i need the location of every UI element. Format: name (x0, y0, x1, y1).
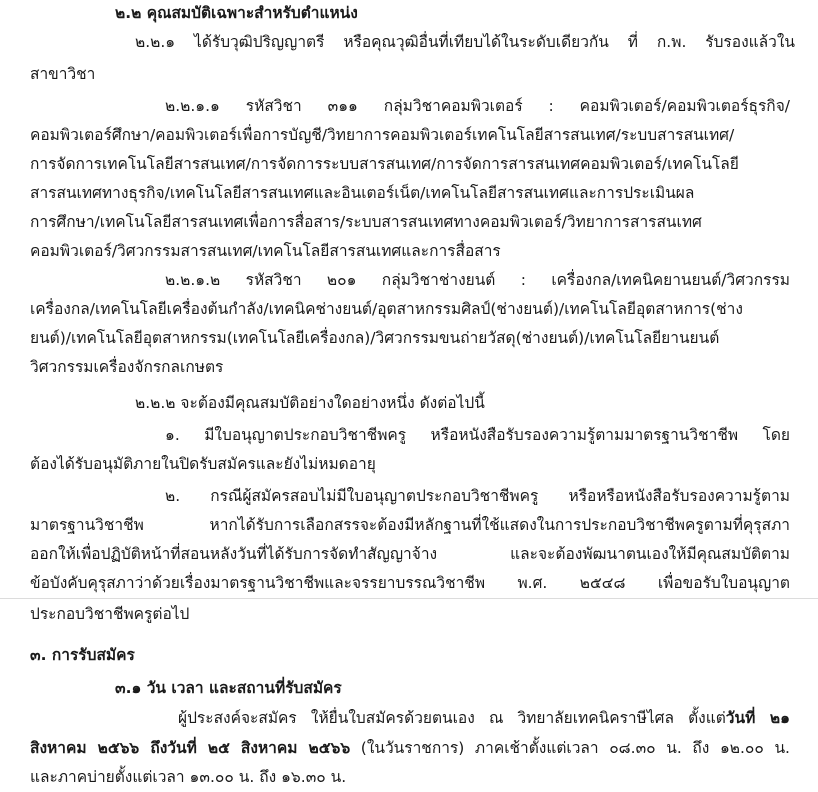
section-2-2-1-line-1: ๒.๒.๑ ได้รับวุฒิปริญญาตรี หรือคุณวุฒิอื่นที่เทียบได้ในระดับเดียวกัน ที่ ก.พ. รับรองแล้วใน (135, 33, 795, 51)
section-2-2-1-1-line-6: คอมพิวเตอร์/วิศวกรรมสารสนเทศ/เทคโนโลยีสารสนเทศและการสื่อสาร (30, 242, 501, 260)
section-2-2-2-line-1: ๒.๒.๒ จะต้องมีคุณสมบัติอย่างใดอย่างหนึ่ง ดังต่อไปนี้ (135, 394, 485, 412)
item-2-line-3: ออกให้เพื่อปฏิบัติหน้าที่สอนหลังวันที่ได้รับการจัดทำสัญญาจ้าง และจะต้องพัฒนาตนเองให้มีคุณสมบัติตาม (30, 545, 790, 563)
section-2-2-1-2-line-3: ยนต์)/เทคโนโลยีอุตสาหกรรม(เทคโนโลยีเครื่องกล)/วิศวกรรมขนถ่ายวัสดุ(ช่างยนต์)/เทคโนโลยียานยนต์ (30, 329, 720, 347)
section-3-1-line-2 (30, 733, 790, 763)
section-2-2-1-line-2: สาขาวิชา (30, 65, 96, 83)
item-2-line-1: ๒. กรณีผู้สมัครสอบไม่มีใบอนุญาตประกอบวิชาชีพครู หรือหรือหนังสือรับรองความรู้ตาม (165, 487, 790, 505)
item-2-line-2: มาตรฐานวิชาชีพ หากได้รับการเลือกสรรจะต้องมีหลักฐานที่ใช้แสดงในการประกอบวิชาชีพครูตามที่คุรุสภา (30, 516, 790, 534)
section-2-2-1-1-line-2: คอมพิวเตอร์ศึกษา/คอมพิวเตอร์เพื่อการบัญชี/วิทยาการคอมพิวเตอร์เทคโนโลยีสารสนเทศ/ระบบสารสนเทศ/ (30, 126, 735, 144)
item-2-line-4: ข้อบังคับคุรุสภาว่าด้วยเรื่องมาตรฐานวิชาชีพและจรรยาบรรณวิชาชีพ พ.ศ. ๒๕๔๘ เพื่อขอรับใบอนุญาต (30, 574, 790, 592)
section-2-2-1-1-line-1: ๒.๒.๑.๑ รหัสวิชา ๓๑๑ กลุ่มวิชาคอมพิวเตอร์ : คอมพิวเตอร์/คอมพิวเตอร์ธุรกิจ/ (165, 97, 790, 115)
section-2-2-1-2-line-1: ๒.๒.๑.๒ รหัสวิชา ๒๐๑ กลุ่มวิชาช่างยนต์ : เครื่องกล/เทคนิคยานยนต์/วิศวกรรม (165, 271, 790, 289)
section-2-2-1-1-line-3: การจัดการเทคโนโลยีสารสนเทศ/การจัดการระบบสารสนเทศ/การจัดการสารสนเทศคอมพิวเตอร์/เทคโนโลยี (30, 155, 739, 173)
item-1-line-1: ๑. มีใบอนุญาตประกอบวิชาชีพครู หรือหนังสือรับรองความรู้ตามมาตรฐานวิชาชีพ โดย (165, 426, 790, 444)
section-3-1-line-3: และภาคบ่ายตั้งแต่เวลา ๑๓.๐๐ น. ถึง ๑๖.๓๐ น. (30, 768, 347, 786)
section-3-1-line-1-text: ผู้ประสงค์จะสมัคร ให้ยื่นใบสมัครด้วยตนเอง ณ วิทยาลัยเทคนิคราษีไศล ตั้งแต่ (178, 709, 726, 727)
section-2-2-1-2-line-4: วิศวกรรมเครื่องจักรกลเกษตร (30, 358, 224, 376)
section-2-2-heading: ๒.๒ คุณสมบัติเฉพาะสำหรับตำแหน่ง (115, 4, 358, 22)
item-1-line-2: ต้องได้รับอนุมัติภายในปิดรับสมัครและยังไม่หมดอายุ (30, 455, 376, 473)
section-2-2-1-1-line-5: การศึกษา/เทคโนโลยีสารสนเทศเพื่อการสื่อสาร/ระบบสารสนเทศทางคอมพิวเตอร์/วิทยาการสารสนเทศ (30, 213, 702, 231)
application-start-date: วันที่ ๒๑ (725, 709, 790, 727)
section-3-1-heading: ๓.๑ วัน เวลา และสถานที่รับสมัคร (115, 679, 342, 697)
section-2-2-1-2-line-2: เครื่องกล/เทคโนโลยีเครื่องต้นกำลัง/เทคนิคช่างยนต์/อุตสาหกรรมศิลป์(ช่างยนต์)/เทคโนโลยีอุตสาหการ(ช่าง (30, 300, 743, 318)
item-2-line-5: ประกอบวิชาชีพครูต่อไป (30, 605, 190, 623)
application-date-range: สิงหาคม ๒๕๖๖ ถึงวันที่ ๒๕ สิงหาคม ๒๕๖๖ (30, 739, 351, 757)
section-3-1-line-2-text: (ในวันราชการ) ภาคเช้าตั้งแต่เวลา ๐๘.๓๐ น. ถึง ๑๒.๐๐ น. (350, 739, 790, 757)
section-2-2-1-1-line-4: สารสนเทศทางธุรกิจ/เทคโนโลยีสารสนเทศและอินเตอร์เน็ต/เทคโนโลยีสารสนเทศและการประเมินผล (30, 184, 695, 202)
section-3-heading: ๓. การรับสมัคร (30, 646, 135, 664)
section-3-1-line-1 (178, 703, 790, 733)
